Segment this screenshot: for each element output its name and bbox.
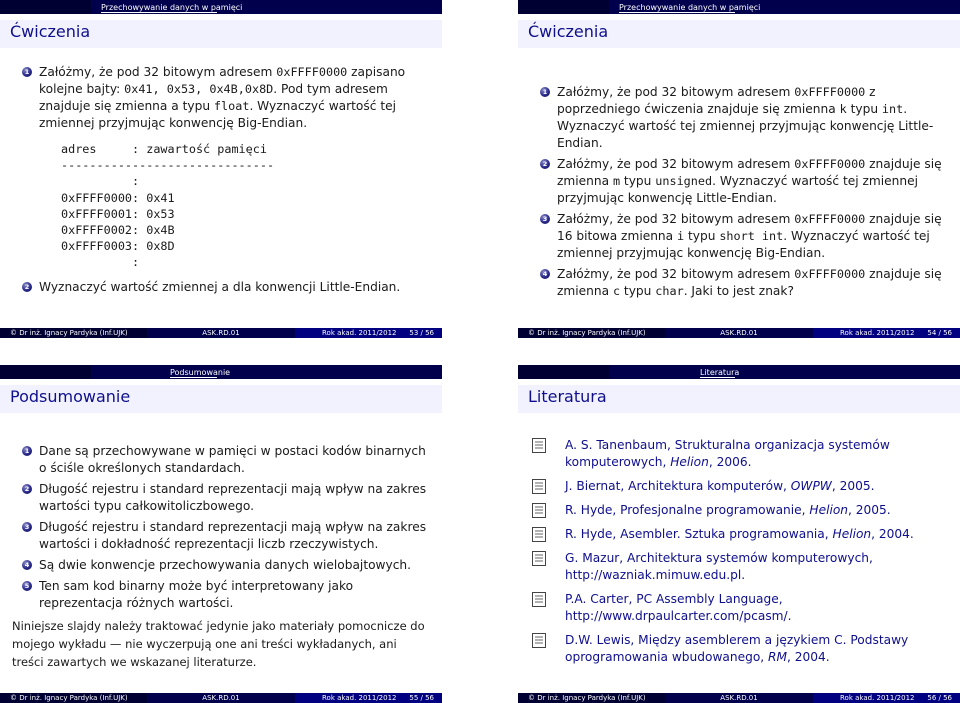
slide-55 [0, 365, 442, 703]
bullet-3: 3 [540, 214, 550, 224]
list-item: 3 Długość rejestru i standard reprezentacji mają wpływ na zakres wartości i dokładność reprezentacji liczb rzeczywistych. [22, 519, 432, 553]
memory-rule: ------------------------------ [61, 158, 275, 173]
footer-author: Dr inż. Ignacy Pardyka (Inf.UJK) [19, 329, 128, 337]
footer-page: 54 / 56 [927, 329, 952, 337]
reference-item: P.A. Carter, PC Assembly Language, http://www.drpaulcarter.com/pcasm/. [532, 591, 952, 625]
frame-title: Ćwiczenia [10, 20, 430, 50]
bullet-2: 2 [22, 282, 32, 292]
bullet-4: 4 [540, 269, 550, 279]
section-bar [518, 0, 960, 14]
book-icon [532, 503, 546, 518]
footer-course: ASK.RD.01 [665, 328, 813, 338]
bullet-2: 2 [22, 484, 32, 494]
footer-page: 56 / 56 [927, 694, 952, 702]
memory-row: 0xFFFF0000: 0x41 [61, 190, 175, 205]
list-item: 4 Załóżmy, że pod 32 bitowym adresem 0xFFFF0000 znajduje się zmienna c typu char. Jaki to jest znak? [540, 266, 950, 300]
bullet-1: 1 [22, 446, 32, 456]
list-item: 1 Dane są przechowywane w pamięci w postaci kodów binarnych o ściśle określonych standardach. [22, 443, 432, 477]
book-icon [532, 438, 546, 453]
book-icon [532, 551, 546, 566]
footer-page: 53 / 56 [409, 329, 434, 337]
section-label: Przechowywanie danych w pamięci [101, 3, 243, 12]
footer-year: Rok akad. 2011/2012 [840, 329, 915, 337]
memory-dump [61, 141, 432, 271]
memory-dots: : [61, 255, 140, 270]
list-item: 2 Długość rejestru i standard reprezentacji mają wpływ na zakres wartości typu całkowitoliczbowego. [22, 481, 432, 515]
memory-dots: : [61, 174, 140, 189]
slide-content [22, 64, 432, 300]
memory-row: 0xFFFF0003: 0x8D [61, 239, 175, 254]
list-item: 2 Załóżmy, że pod 32 bitowym adresem 0xFFFF0000 znajduje się zmienna m typu unsigned. Wyznaczyć wartość tej zmiennej przyjmując konwencję Little-Endian. [540, 156, 950, 207]
list-item: 3 Załóżmy, że pod 32 bitowym adresem 0xFFFF0000 znajduje się 16 bitowa zmienna i typu short int. Wyznaczyć wartość tej zmiennej przyjmując konwencję Big-Endian. [540, 211, 950, 262]
memory-header: adres : zawartość pamięci [61, 142, 267, 156]
book-icon [532, 479, 546, 494]
copyright-icon: © [528, 694, 535, 702]
list-item: 1 Załóżmy, że pod 32 bitowym adresem 0xFFFF0000 z poprzedniego ćwiczenia znajduje się zmienna k typu int. Wyznaczyć wartość tej zmiennej przyjmując konwencję Little-Endian. [540, 84, 950, 152]
list-item: 4 Są dwie konwencje przechowywania danych wielobajtowych. [22, 557, 432, 574]
section-label: Przechowywanie danych w pamięci [619, 3, 761, 12]
section-label: Podsumowanie [170, 368, 231, 377]
book-icon [532, 527, 546, 542]
footer-course: ASK.RD.01 [147, 328, 295, 338]
reference-item: J. Biernat, Architektura komputerów, OWPW, 2005. [532, 478, 952, 495]
bullet-2: 2 [540, 159, 550, 169]
book-icon [532, 633, 546, 648]
footer-author: Dr inż. Ignacy Pardyka (Inf.UJK) [537, 329, 646, 337]
slide-content [22, 443, 432, 616]
footer [518, 328, 960, 338]
frame-title: Ćwiczenia [528, 20, 948, 50]
footer-year: Rok akad. 2011/2012 [322, 329, 397, 337]
list-item: 2 Wyznaczyć wartość zmiennej a dla konwencji Little-Endian. [22, 279, 432, 296]
section-bar [518, 365, 960, 379]
copyright-icon: © [528, 329, 535, 337]
frame-title: Literatura [528, 385, 948, 415]
slide-54 [518, 0, 960, 338]
section-bar [0, 365, 442, 379]
footer-year: Rok akad. 2011/2012 [322, 694, 397, 702]
reference-item: G. Mazur, Architektura systemów komputerowych, http://wazniak.mimuw.edu.pl. [532, 550, 952, 584]
footer-author: Dr inż. Ignacy Pardyka (Inf.UJK) [537, 694, 646, 702]
references-list [532, 437, 952, 673]
section-label: Literatura [700, 368, 740, 377]
disclaimer-note: Niniejsze slajdy należy traktować jedynie jako materiały pomocnicze do mojego wykładu — nie wyczerpują one ani treści wykładanych, ani treści zawartych we wskazanej literaturze. [12, 619, 425, 669]
copyright-icon: © [10, 694, 17, 702]
book-icon [532, 592, 546, 607]
reference-item: D.W. Lewis, Między asemblerem a językiem C. Podstawy oprogramowania wbudowanego, RM, 2004. [532, 632, 952, 666]
bullet-3: 3 [22, 522, 32, 532]
bullet-4: 4 [22, 560, 32, 570]
footer-page: 55 / 56 [409, 694, 434, 702]
footer [0, 328, 442, 338]
slide-content [540, 84, 950, 304]
memory-row: 0xFFFF0002: 0x4B [61, 223, 175, 238]
footer [518, 693, 960, 703]
footer-author: Dr inż. Ignacy Pardyka (Inf.UJK) [19, 694, 128, 702]
bullet-5: 5 [22, 581, 32, 591]
memory-row: 0xFFFF0001: 0x53 [61, 206, 175, 221]
reference-item: A. S. Tanenbaum, Strukturalna organizacja systemów komputerowych, Helion, 2006. [532, 437, 952, 471]
footer-year: Rok akad. 2011/2012 [840, 694, 915, 702]
bullet-1: 1 [22, 67, 32, 77]
footer-course: ASK.RD.01 [147, 693, 295, 703]
section-bar [0, 0, 442, 14]
slide-53 [0, 0, 442, 338]
list-item: 5 Ten sam kod binarny może być interpretowany jako reprezentacja różnych wartości. [22, 578, 432, 612]
list-item: 1 Załóżmy, że pod 32 bitowym adresem 0xFFFF0000 zapisano kolejne bajty: 0x41, 0x53, 0x4B,0x8D. Pod tym adresem znajduje się zmienna a typu float. Wyznaczyć wartość tej zmiennej przyjmując konwencję Big-Endian. [22, 64, 432, 132]
footer [0, 693, 442, 703]
bullet-1: 1 [540, 87, 550, 97]
reference-item: R. Hyde, Asembler. Sztuka programowania, Helion, 2004. [532, 526, 952, 543]
slide-56 [518, 365, 960, 703]
footer-course: ASK.RD.01 [665, 693, 813, 703]
copyright-icon: © [10, 329, 17, 337]
frame-title: Podsumowanie [10, 385, 430, 415]
reference-item: R. Hyde, Profesjonalne programowanie, Helion, 2005. [532, 502, 952, 519]
